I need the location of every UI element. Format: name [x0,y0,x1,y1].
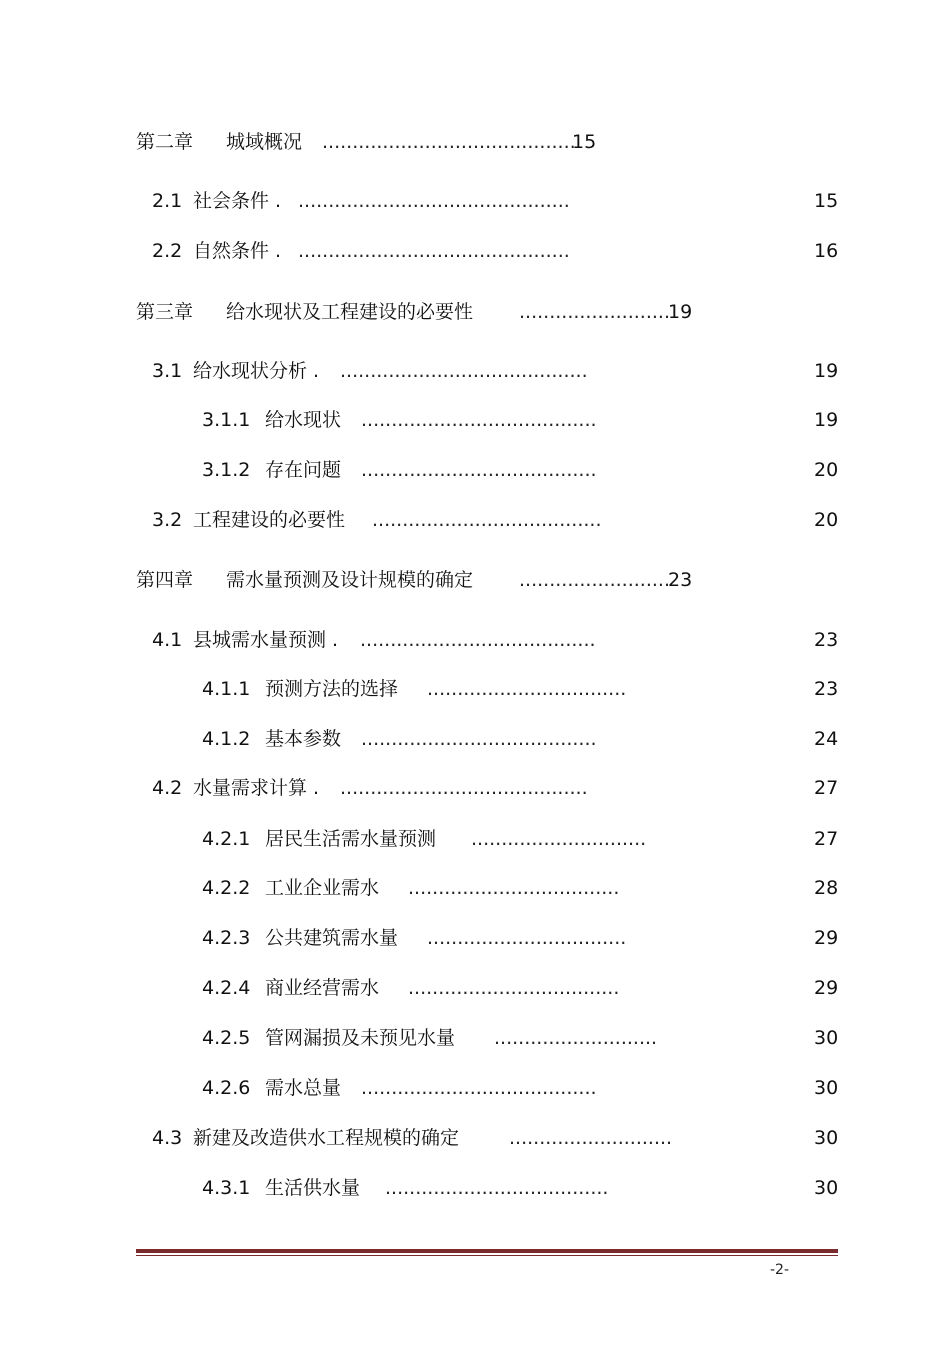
toc-section-title: 自然条件 . [193,240,282,262]
toc-chapter-title: 给水现状及工程建设的必要性 [226,301,474,323]
toc-leader-dots: ....................................... [361,409,597,431]
toc-chapter-title: 城域概况 [226,131,303,153]
toc-subsection-number: 3.1.2 [202,459,251,481]
toc-subsection-title: 给水现状 [265,409,342,431]
toc-subsection-title: 居民生活需水量预测 [265,828,437,850]
toc-subsection-number: 4.1.2 [202,728,251,750]
toc-page-number: 16 [814,240,839,262]
toc-leader-dots: ............................................. [298,240,570,262]
toc-subsection-number: 4.2.6 [202,1077,251,1099]
toc-subsection-number: 4.2.1 [202,828,251,850]
toc-leader-dots: ................................. [427,678,627,700]
toc-section-number: 4.1 [152,629,183,651]
toc-subsection-title: 需水总量 [265,1077,342,1099]
toc-section-title: 工程建设的必要性 [193,509,346,531]
toc-subsection-title: 公共建筑需水量 [265,927,399,949]
toc-section-title: 水量需求计算 . [193,777,320,799]
toc-leader-dots: ............................. [471,828,647,850]
toc-subsection-number: 4.1.1 [202,678,251,700]
footer-page-number: -2- [770,1262,790,1278]
toc-leader-dots: ................................... [408,877,620,899]
toc-leader-dots: ........................... [509,1127,673,1149]
toc-page-number: 28 [814,877,839,899]
toc-subsection-title: 工业企业需水 [265,877,380,899]
toc-section-title: 新建及改造供水工程规模的确定 [193,1127,460,1149]
toc-page-number: 30 [814,1077,839,1099]
toc-chapter-title: 需水量预测及设计规模的确定 [226,569,474,591]
toc-page-number: 30 [814,1177,839,1199]
toc-leader-dots: ........................... [494,1027,658,1049]
toc-page-number: 19 [668,301,693,323]
toc-section-number: 4.3 [152,1127,183,1149]
toc-leader-dots: ................................. [427,927,627,949]
toc-page-number: 19 [814,409,839,431]
toc-section-number: 3.1 [152,360,183,382]
toc-subsection-number: 4.2.2 [202,877,251,899]
toc-leader-dots: ......................... [519,569,670,591]
toc-page-number: 20 [814,509,839,531]
toc-section-number: 4.2 [152,777,183,799]
toc-section-number: 2.1 [152,190,183,212]
footer-rule-thick [136,1249,838,1253]
toc-subsection-number: 3.1.1 [202,409,251,431]
toc-leader-dots: ...................................... [372,509,602,531]
toc-leader-dots: ..................................... [385,1177,609,1199]
toc-section-number: 3.2 [152,509,183,531]
toc-leader-dots: ............................................. [298,190,570,212]
toc-subsection-number: 4.2.4 [202,977,251,999]
toc-subsection-number: 4.2.5 [202,1027,251,1049]
toc-page-number: 23 [814,678,839,700]
toc-subsection-number: 4.3.1 [202,1177,251,1199]
footer-rule-thin [136,1255,838,1256]
toc-chapter-label: 第三章 [136,301,194,323]
toc-leader-dots: .......................................... [322,131,576,153]
toc-leader-dots: ......................... [519,301,670,323]
toc-leader-dots: ....................................... [360,629,596,651]
toc-page-number: 23 [668,569,693,591]
toc-page-number: 29 [814,927,839,949]
toc-page-number: 24 [814,728,839,750]
toc-subsection-title: 生活供水量 [265,1177,361,1199]
toc-page-number: 23 [814,629,839,651]
toc-leader-dots: ......................................... [340,777,588,799]
toc-subsection-title: 管网漏损及未预见水量 [265,1027,456,1049]
toc-page-number: 15 [572,131,597,153]
toc-page-number: 19 [814,360,839,382]
toc-page-number: 27 [814,777,839,799]
toc-chapter-label: 第四章 [136,569,194,591]
toc-leader-dots: ....................................... [361,459,597,481]
toc-leader-dots: ....................................... [361,1077,597,1099]
toc-subsection-title: 预测方法的选择 [265,678,399,700]
toc-page-number: 27 [814,828,839,850]
toc-section-title: 县城需水量预测 . [193,629,339,651]
toc-page-number: 20 [814,459,839,481]
toc-page-number: 29 [814,977,839,999]
toc-page-number: 15 [814,190,839,212]
toc-subsection-title: 存在问题 [265,459,342,481]
toc-leader-dots: ....................................... [361,728,597,750]
toc-subsection-title: 商业经营需水 [265,977,380,999]
toc-page-number: 30 [814,1127,839,1149]
toc-section-title: 社会条件 . [193,190,282,212]
toc-chapter-label: 第二章 [136,131,194,153]
toc-section-number: 2.2 [152,240,183,262]
toc-leader-dots: ......................................... [340,360,588,382]
toc-subsection-number: 4.2.3 [202,927,251,949]
toc-leader-dots: ................................... [408,977,620,999]
toc-section-title: 给水现状分析 . [193,360,320,382]
toc-page-number: 30 [814,1027,839,1049]
toc-subsection-title: 基本参数 [265,728,342,750]
